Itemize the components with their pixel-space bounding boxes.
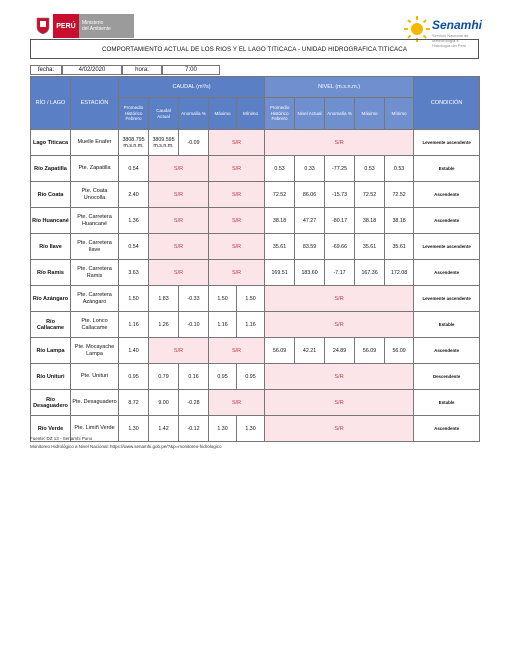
table-row bbox=[31, 416, 480, 442]
date-label: fecha: bbox=[30, 65, 62, 75]
condition-cell: Ascendente bbox=[414, 208, 480, 234]
value-cell: 3.63 bbox=[119, 260, 149, 286]
value-cell: 169.51 bbox=[265, 260, 295, 286]
value-cell: -77.25 bbox=[325, 156, 355, 182]
value-cell: -0.12 bbox=[179, 416, 209, 442]
header-nivel-sub: Mínimo bbox=[385, 98, 414, 130]
header-caudal-sub: Máximo bbox=[209, 98, 237, 130]
value-cell: 0.53 bbox=[355, 156, 385, 182]
condition-cell: Ascendente bbox=[414, 338, 480, 364]
value-cell: 35.61 bbox=[385, 234, 414, 260]
value-cell: 1.40 bbox=[119, 338, 149, 364]
header-estacion: ESTACIÓN bbox=[71, 77, 119, 130]
river-name: Río Verde bbox=[31, 416, 71, 442]
no-record-cell: S/R bbox=[265, 130, 414, 156]
value-cell: 56.09 bbox=[265, 338, 295, 364]
value-cell: 1.42 bbox=[149, 416, 179, 442]
footer-source: Fuente: DZ 13 - Senamhi Puno bbox=[30, 436, 93, 441]
condition-cell: Ascendente bbox=[414, 182, 480, 208]
ministry-label: Ministerio del Ambiente bbox=[79, 14, 134, 38]
value-cell: 72.52 bbox=[265, 182, 295, 208]
table-row bbox=[31, 338, 480, 364]
header-caudal-sub: Promedio Histórico Febrero bbox=[119, 98, 149, 130]
river-name: Río Coata bbox=[31, 182, 71, 208]
no-record-cell: S/R bbox=[209, 260, 265, 286]
header-nivel-sub: Anomalía % bbox=[325, 98, 355, 130]
time-label: hora: bbox=[122, 65, 162, 75]
station-name: Pte. Mocayache Lampa bbox=[71, 338, 119, 364]
header-caudal-group: CAUDAL (m³/s) bbox=[119, 77, 265, 98]
value-cell: 3808.795 m.s.n.m. bbox=[119, 130, 149, 156]
no-record-cell: S/R bbox=[209, 208, 265, 234]
river-name: Río Desaguadero bbox=[31, 390, 71, 416]
government-logo bbox=[33, 14, 134, 38]
condition-cell: Descendente bbox=[414, 364, 480, 390]
river-name: Río Lampa bbox=[31, 338, 71, 364]
value-cell: -0.10 bbox=[179, 312, 209, 338]
header-nivel-sub: Nivel Actual bbox=[295, 98, 325, 130]
value-cell: 2.40 bbox=[119, 182, 149, 208]
value-cell: 47.27 bbox=[295, 208, 325, 234]
river-name: Río Zapatilla bbox=[31, 156, 71, 182]
station-name: Pte. Limiñ Verde bbox=[71, 416, 119, 442]
no-record-cell: S/R bbox=[209, 156, 265, 182]
no-record-cell: S/R bbox=[209, 182, 265, 208]
river-name: Río Unituri bbox=[31, 364, 71, 390]
header-nivel-sub: Promedio Histórico Febrero bbox=[265, 98, 295, 130]
value-cell: 0.53 bbox=[385, 156, 414, 182]
header-nivel-sub: Máximo bbox=[355, 98, 385, 130]
shield-emblem-icon bbox=[33, 14, 53, 38]
no-record-cell: S/R bbox=[149, 338, 209, 364]
table-row bbox=[31, 312, 480, 338]
no-record-cell: S/R bbox=[149, 156, 209, 182]
value-cell: 0.33 bbox=[295, 156, 325, 182]
country-label: PERÚ bbox=[53, 14, 79, 38]
value-cell: 172.08 bbox=[385, 260, 414, 286]
value-cell: 0.79 bbox=[149, 364, 179, 390]
no-record-cell: S/R bbox=[265, 416, 414, 442]
date-line bbox=[30, 65, 220, 75]
value-cell: 1.16 bbox=[209, 312, 237, 338]
value-cell: -0.33 bbox=[179, 286, 209, 312]
value-cell: 0.95 bbox=[119, 364, 149, 390]
river-name: Río Ilave bbox=[31, 234, 71, 260]
condition-cell: Estable bbox=[414, 390, 480, 416]
value-cell: -0.09 bbox=[179, 130, 209, 156]
value-cell: 35.61 bbox=[355, 234, 385, 260]
river-status-table bbox=[30, 76, 480, 442]
value-cell: 1.50 bbox=[119, 286, 149, 312]
station-name: Muelle Enafer bbox=[71, 130, 119, 156]
header-condicion: CONDICIÓN bbox=[414, 77, 480, 130]
value-cell: 38.18 bbox=[385, 208, 414, 234]
value-cell: -0.28 bbox=[179, 390, 209, 416]
value-cell: -7.17 bbox=[325, 260, 355, 286]
table-row bbox=[31, 208, 480, 234]
value-cell: 86.06 bbox=[295, 182, 325, 208]
value-cell: 9.00 bbox=[149, 390, 179, 416]
condition-cell: Levemente ascendente bbox=[414, 234, 480, 260]
value-cell: 0.95 bbox=[209, 364, 237, 390]
value-cell: 42.21 bbox=[295, 338, 325, 364]
value-cell: 0.16 bbox=[179, 364, 209, 390]
value-cell: 0.53 bbox=[265, 156, 295, 182]
value-cell: 1.16 bbox=[237, 312, 265, 338]
value-cell: 38.18 bbox=[265, 208, 295, 234]
no-record-cell: S/R bbox=[265, 364, 414, 390]
no-record-cell: S/R bbox=[209, 390, 265, 416]
header-nivel-group: NIVEL (m.s.n.m.) bbox=[265, 77, 414, 98]
value-cell: 1.50 bbox=[237, 286, 265, 312]
value-cell: 38.18 bbox=[355, 208, 385, 234]
no-record-cell: S/R bbox=[149, 234, 209, 260]
value-cell: 72.52 bbox=[355, 182, 385, 208]
value-cell: 1.50 bbox=[209, 286, 237, 312]
table-row bbox=[31, 364, 480, 390]
header-rio: RÍO / LAGO bbox=[31, 77, 71, 130]
value-cell: 24.89 bbox=[325, 338, 355, 364]
table-row bbox=[31, 156, 480, 182]
value-cell: 56.09 bbox=[385, 338, 414, 364]
no-record-cell: S/R bbox=[149, 182, 209, 208]
table-row bbox=[31, 234, 480, 260]
value-cell: 56.09 bbox=[355, 338, 385, 364]
river-name: Río Huancané bbox=[31, 208, 71, 234]
report-title: COMPORTAMIENTO ACTUAL DE LOS RIOS Y EL LAGO TITICACA - UNIDAD HIDROGRAFICA TITICACA bbox=[30, 39, 479, 59]
river-name: Río Callacame bbox=[31, 312, 71, 338]
condition-cell: Ascendente bbox=[414, 260, 480, 286]
value-cell: -15.73 bbox=[325, 182, 355, 208]
condition-cell: Levemente ascendente bbox=[414, 130, 480, 156]
value-cell: 1.36 bbox=[119, 208, 149, 234]
station-name: Pte. Unituri bbox=[71, 364, 119, 390]
value-cell: 83.59 bbox=[295, 234, 325, 260]
no-record-cell: S/R bbox=[265, 312, 414, 338]
station-name: Pte. Carretera Azángaro bbox=[71, 286, 119, 312]
date-value: 4/02/2020 bbox=[62, 65, 122, 75]
river-name: Lago Titicaca bbox=[31, 130, 71, 156]
value-cell: 1.30 bbox=[209, 416, 237, 442]
no-record-cell: S/R bbox=[149, 260, 209, 286]
no-record-cell: S/R bbox=[265, 390, 414, 416]
value-cell: 3809.595 m.s.n.m. bbox=[149, 130, 179, 156]
no-record-cell: S/R bbox=[209, 338, 265, 364]
no-record-cell: S/R bbox=[209, 234, 265, 260]
station-name: Pte. Zapatilla bbox=[71, 156, 119, 182]
condition-cell: Levemente ascendente bbox=[414, 286, 480, 312]
value-cell: -80.17 bbox=[325, 208, 355, 234]
table-row bbox=[31, 182, 480, 208]
value-cell: 1.16 bbox=[119, 312, 149, 338]
value-cell: 8.72 bbox=[119, 390, 149, 416]
value-cell: 183.60 bbox=[295, 260, 325, 286]
brand-name: Senamhi bbox=[432, 18, 483, 32]
header-caudal-sub: Anomalía % bbox=[179, 98, 209, 130]
no-record-cell: S/R bbox=[265, 286, 414, 312]
value-cell: -69.66 bbox=[325, 234, 355, 260]
condition-cell: Estable bbox=[414, 312, 480, 338]
value-cell: 1.26 bbox=[149, 312, 179, 338]
value-cell: 0.54 bbox=[119, 234, 149, 260]
table-row bbox=[31, 130, 480, 156]
table-row bbox=[31, 260, 480, 286]
river-name: Río Ramis bbox=[31, 260, 71, 286]
value-cell: 35.61 bbox=[265, 234, 295, 260]
no-record-cell: S/R bbox=[209, 130, 265, 156]
condition-cell: Estable bbox=[414, 156, 480, 182]
station-name: Pte. Carretera Huancané bbox=[71, 208, 119, 234]
value-cell: 1.30 bbox=[119, 416, 149, 442]
value-cell: 1.30 bbox=[237, 416, 265, 442]
header-caudal-sub: Caudal Actual bbox=[149, 98, 179, 130]
table-row bbox=[31, 286, 480, 312]
table-row bbox=[31, 390, 480, 416]
station-name: Pte. Carretera Ramis bbox=[71, 260, 119, 286]
value-cell: 72.52 bbox=[385, 182, 414, 208]
brand-subtitle: Servicio Nacional de Meteorología e Hidrología del Perú bbox=[432, 33, 469, 48]
condition-cell: Ascendente bbox=[414, 416, 480, 442]
station-name: Pte. Carretera Ilave bbox=[71, 234, 119, 260]
footer-link[interactable]: Monitoreo Hidrológico a Nivel Nacional: https://www.senamhi.gob.pe/?&p=monitoreo-hidrologico bbox=[30, 444, 222, 449]
station-name: Pte. Coata Unocolla bbox=[71, 182, 119, 208]
station-name: Pte. Desaguadero bbox=[71, 390, 119, 416]
time-value: 7:00 bbox=[162, 65, 220, 75]
river-name: Río Azángaro bbox=[31, 286, 71, 312]
no-record-cell: S/R bbox=[149, 208, 209, 234]
value-cell: 1.83 bbox=[149, 286, 179, 312]
value-cell: 0.95 bbox=[237, 364, 265, 390]
value-cell: 0.54 bbox=[119, 156, 149, 182]
header-caudal-sub: Mínimo bbox=[237, 98, 265, 130]
value-cell: 167.36 bbox=[355, 260, 385, 286]
station-name: Pte. Lonco Callacame bbox=[71, 312, 119, 338]
